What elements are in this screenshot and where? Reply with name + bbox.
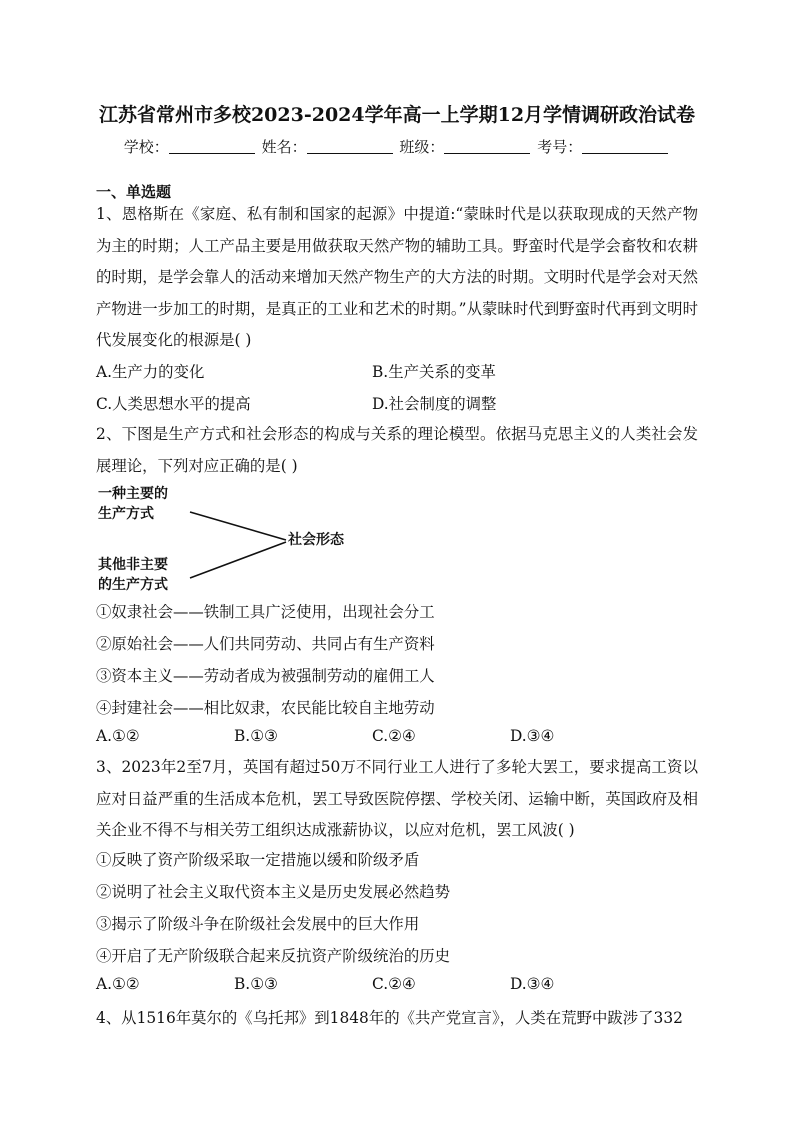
q2-item-3: ③资本主义——劳动者成为被强制劳动的雇佣工人 [96, 667, 435, 685]
school-blank[interactable] [169, 139, 255, 154]
diagram-line-top [190, 512, 286, 540]
q4-stem-start: 4、从1516年莫尔的《乌托邦》到1848年的《共产党宣言》，人类在荒野中跋涉了332 [96, 1009, 683, 1027]
diagram-top-label-2: 生产方式 [98, 506, 154, 522]
diagram-line-bottom [190, 542, 286, 578]
q3-option-d[interactable]: D.③④ [510, 975, 555, 993]
q3-stem: 3、2023年2至7月，英国有超过50万不同行业工人进行了多轮大罢工，要求提高工资以应对日益严重的生活成本危机，罢工导致医院停摆、学校关闭、运输中断，英国政府及相关企业不得不与相关劳工组织达成涨薪协议，以应对危机，罢工风波( ) [96, 758, 698, 840]
school-label: 学校： [123, 138, 169, 156]
q1-option-d[interactable]: D.社会制度的调整 [372, 395, 497, 413]
q2-item-1: ①奴隶社会——铁制工具广泛使用，出现社会分工 [96, 603, 435, 621]
q3-item-4: ④开启了无产阶级联合起来反抗资产阶级统治的历史 [96, 947, 450, 965]
q2-stem: 2、下图是生产方式和社会形态的构成与关系的理论模型。依据马克思主义的人类社会发展理论，下列对应正确的是( ) [96, 425, 698, 475]
q1-stem: 1、恩格斯在《家庭、私有制和国家的起源》中提道:“蒙昧时代是以获取现成的天然产物为主的时期；人工产品主要是用做获取天然产物的辅助工具。野蛮时代是学会畜牧和农耕的时期，是学会靠人的活动来增加天然产物生产的大方法的时期。文明时代是学会对天然产物进一步加工的时期，是真正的工业和艺术的时期。”从蒙昧时代到野蛮时代再到文明时代发展变化的根源是( ) [96, 205, 698, 350]
diagram-target-label: 社会形态 [288, 532, 344, 548]
production-mode-diagram [96, 484, 396, 593]
q2-options-row [96, 727, 698, 751]
q3-item-2: ②说明了社会主义取代资本主义是历史发展必然趋势 [96, 883, 450, 901]
q2-option-c[interactable]: C.②④ [372, 727, 416, 745]
q3-option-b[interactable]: B.①③ [234, 975, 278, 993]
q1-option-c[interactable]: C.人类思想水平的提高 [96, 395, 251, 413]
q3-item-1: ①反映了资产阶级采取一定措施以缓和阶级矛盾 [96, 851, 420, 869]
name-blank[interactable] [307, 139, 393, 154]
q1-options-row-2 [96, 392, 698, 416]
q2-item-4: ④封建社会——相比奴隶，农民能比较自主地劳动 [96, 699, 435, 717]
q1-option-b[interactable]: B.生产关系的变革 [372, 363, 496, 381]
diagram-bottom-label-1: 其他非主要 [98, 557, 168, 573]
q3-option-a[interactable]: A.①② [96, 975, 140, 993]
q2-option-b[interactable]: B.①③ [234, 727, 278, 745]
page-title: 江苏省常州市多校2023-2024学年高一上学期12月学情调研政治试卷 [98, 104, 696, 126]
name-label: 姓名： [261, 138, 307, 156]
diagram-bottom-label-2: 的生产方式 [98, 577, 168, 593]
q3-item-3: ③揭示了阶级斗争在阶级社会发展中的巨大作用 [96, 915, 420, 933]
q2-option-a[interactable]: A.①② [96, 727, 140, 745]
class-blank[interactable] [444, 139, 530, 154]
q2-item-2: ②原始社会——人们共同劳动、共同占有生产资料 [96, 635, 435, 653]
number-label: 考号： [537, 138, 583, 156]
section-heading: 一、单选题 [96, 183, 172, 201]
diagram-top-label-1: 一种主要的 [98, 486, 168, 502]
q3-option-c[interactable]: C.②④ [372, 975, 416, 993]
q3-options-row [96, 975, 698, 999]
number-blank[interactable] [582, 139, 668, 154]
student-info-row [0, 136, 794, 157]
q2-option-d[interactable]: D.③④ [510, 727, 555, 745]
class-label: 班级： [399, 138, 445, 156]
q1-option-a[interactable]: A.生产力的变化 [96, 363, 205, 381]
q1-options-row-1 [96, 360, 698, 384]
